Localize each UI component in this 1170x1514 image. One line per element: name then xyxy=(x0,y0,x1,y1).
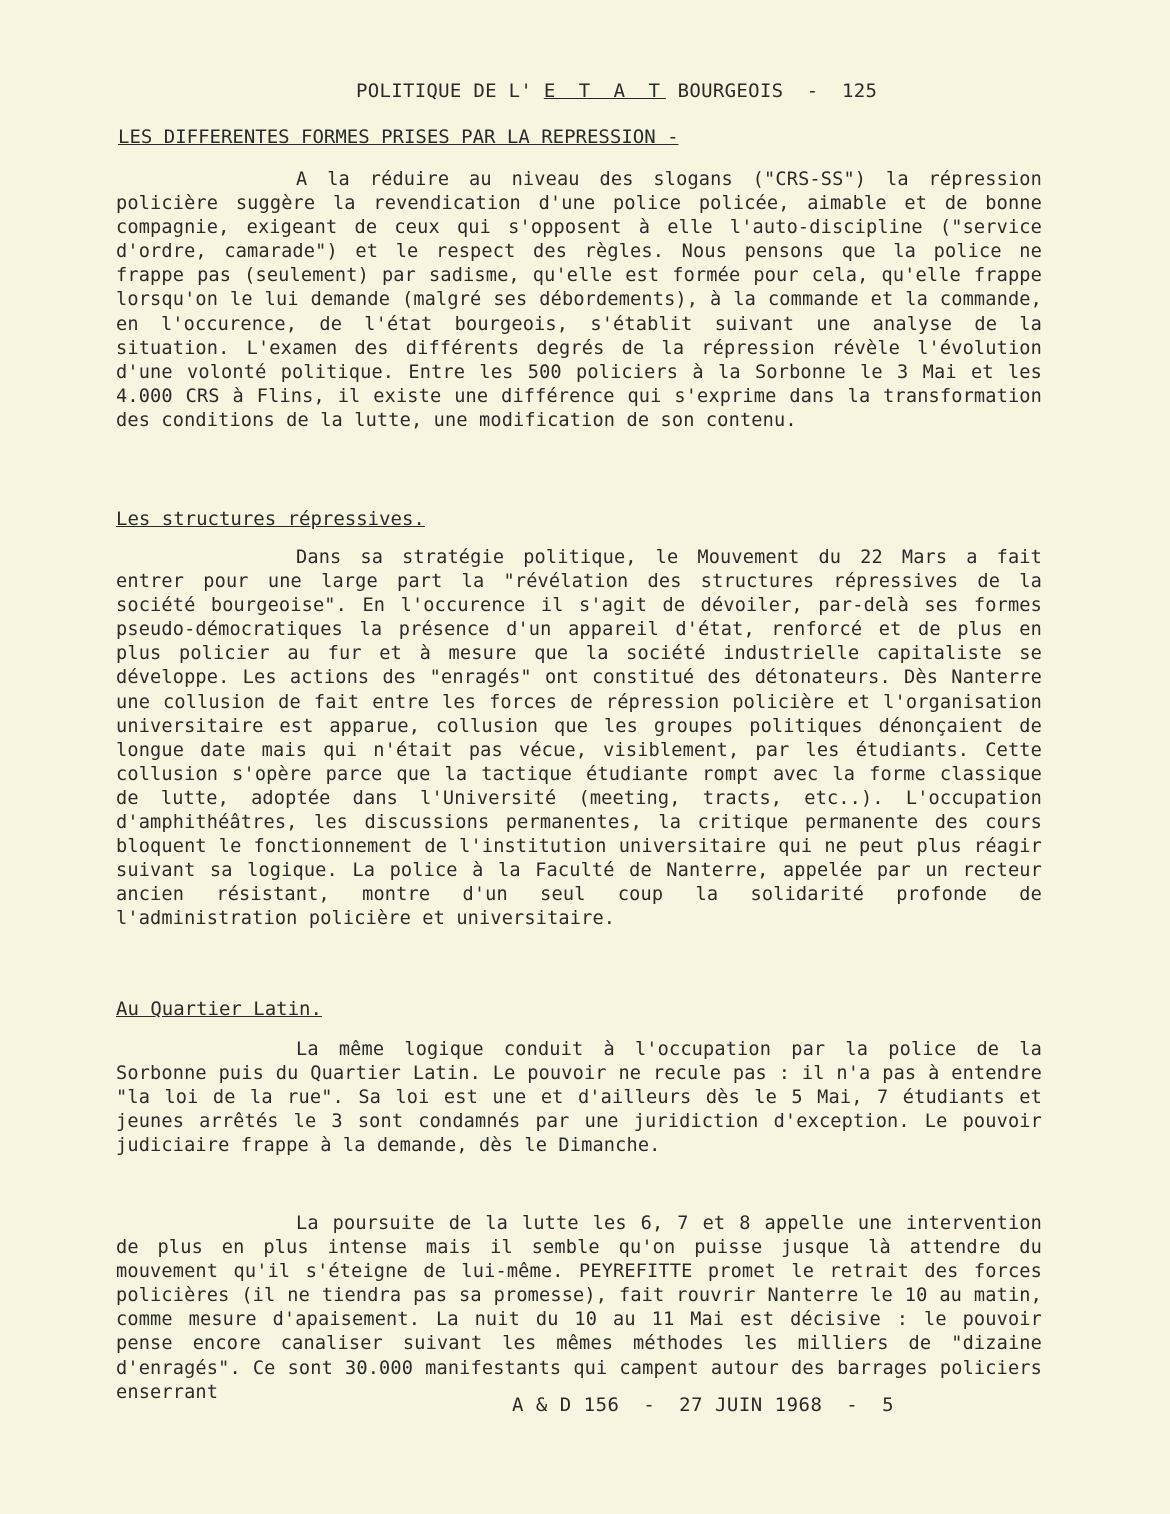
page-footer: A & D 156 - 27 JUIN 1968 - 5 xyxy=(512,1394,895,1416)
quartier-latin-paragraph-1: La même logique conduit à l'occupation par la police de la Sorbonne puis du Quartier Latin. Le pouvoir ne recule pas : il n'a pas à entendre "la loi de la rue". Sa loi est une et d'ailleurs dès le 5 Mai, 7 étudiants et jeunes arrêtés le 3 sont condamnés par une juridiction d'exception. Le pouvoir judiciaire frappe à la demande, dès le Dimanche. xyxy=(116,1039,1042,1157)
header-prefix: POLITIQUE DE L' xyxy=(356,80,533,102)
header-suffix: BOURGEOIS - 125 xyxy=(677,80,878,102)
intro-paragraph: A la réduire au niveau des slogans ("CRS-SS") la répression policière suggère la revendication d'une police policée, aimable et de bonne compagnie, exigeant de ceux qui s'opposent à elle l'auto-discipline ("service d'ordre, camarade") et le respect des règles. Nous pensons que la police ne frappe pas (seulement) par sadisme, qu'elle est formée pour cela, qu'elle frappe lorsqu'on le lui demande (malgré ses débordements), à la commande et la commande, en l'occurence, de l'état bourgeois, s'établit suivant une analyse de la situation. L'examen des différents degrés de la répression révèle l'évolution d'une volonté politique. Entre les 500 policiers à la Sorbonne le 3 Mai et les 4.000 CRS à Flins, il existe une différence qui s'exprime dans la transformation des conditions de la lutte, une modification de son contenu. xyxy=(116,169,1042,431)
document-title: LES DIFFERENTES FORMES PRISES PAR LA REPRESSION - xyxy=(118,126,679,148)
page-header xyxy=(356,80,877,102)
header-etat: E T A T xyxy=(543,80,666,102)
section-heading-structures: Les structures répressives. xyxy=(116,508,425,530)
structures-paragraph: Dans sa stratégie politique, le Mouvement du 22 Mars a fait entrer pour une large part la "révélation des structures répressives de la société bourgeoise". En l'occurence il s'agit de dévoiler, par-delà ses formes pseudo-démocratiques la présence d'un appareil d'état, renforcé et de plus en plus policier au fur et à mesure que la société industrielle capitaliste se développe. Les actions des "enragés" ont constitué des détonateurs. Dès Nanterre une collusion de fait entre les forces de répression policière et l'organisation universitaire est apparue, collusion que les groupes politiques dénonçaient de longue date mais qui n'était pas vécue, visiblement, par les étudiants. Cette collusion s'opère parce que la tactique étudiante rompt avec la forme classique de lutte, adoptée dans l'Université (meeting, tracts, etc..). L'occupation d'amphithéâtres, les discussions permanentes, la critique permanente des cours bloquent le fonctionnement de l'institution universitaire qui ne peut plus réagir suivant sa logique. La police à la Faculté de Nanterre, appelée par un recteur ancien résistant, montre d'un seul coup la solidarité profonde de l'administration policière et universitaire. xyxy=(116,547,1042,930)
quartier-latin-paragraph-2: La poursuite de la lutte les 6, 7 et 8 appelle une intervention de plus en plus intense mais il semble qu'on puisse jusque là attendre du mouvement qu'il s'éteigne de lui-même. PEYREFITTE promet le retrait des forces policières (il ne tiendra pas sa promesse), fait rouvrir Nanterre le 10 au matin, comme mesure d'apaisement. La nuit du 10 au 11 Mai est décisive : le pouvoir pense encore canaliser suivant les mêmes méthodes les milliers de "dizaine d'enragés". Ce sont 30.000 manifestants qui campent autour des barrages policiers enserrant xyxy=(116,1213,1042,1403)
section-heading-quartier-latin: Au Quartier Latin. xyxy=(116,998,322,1020)
